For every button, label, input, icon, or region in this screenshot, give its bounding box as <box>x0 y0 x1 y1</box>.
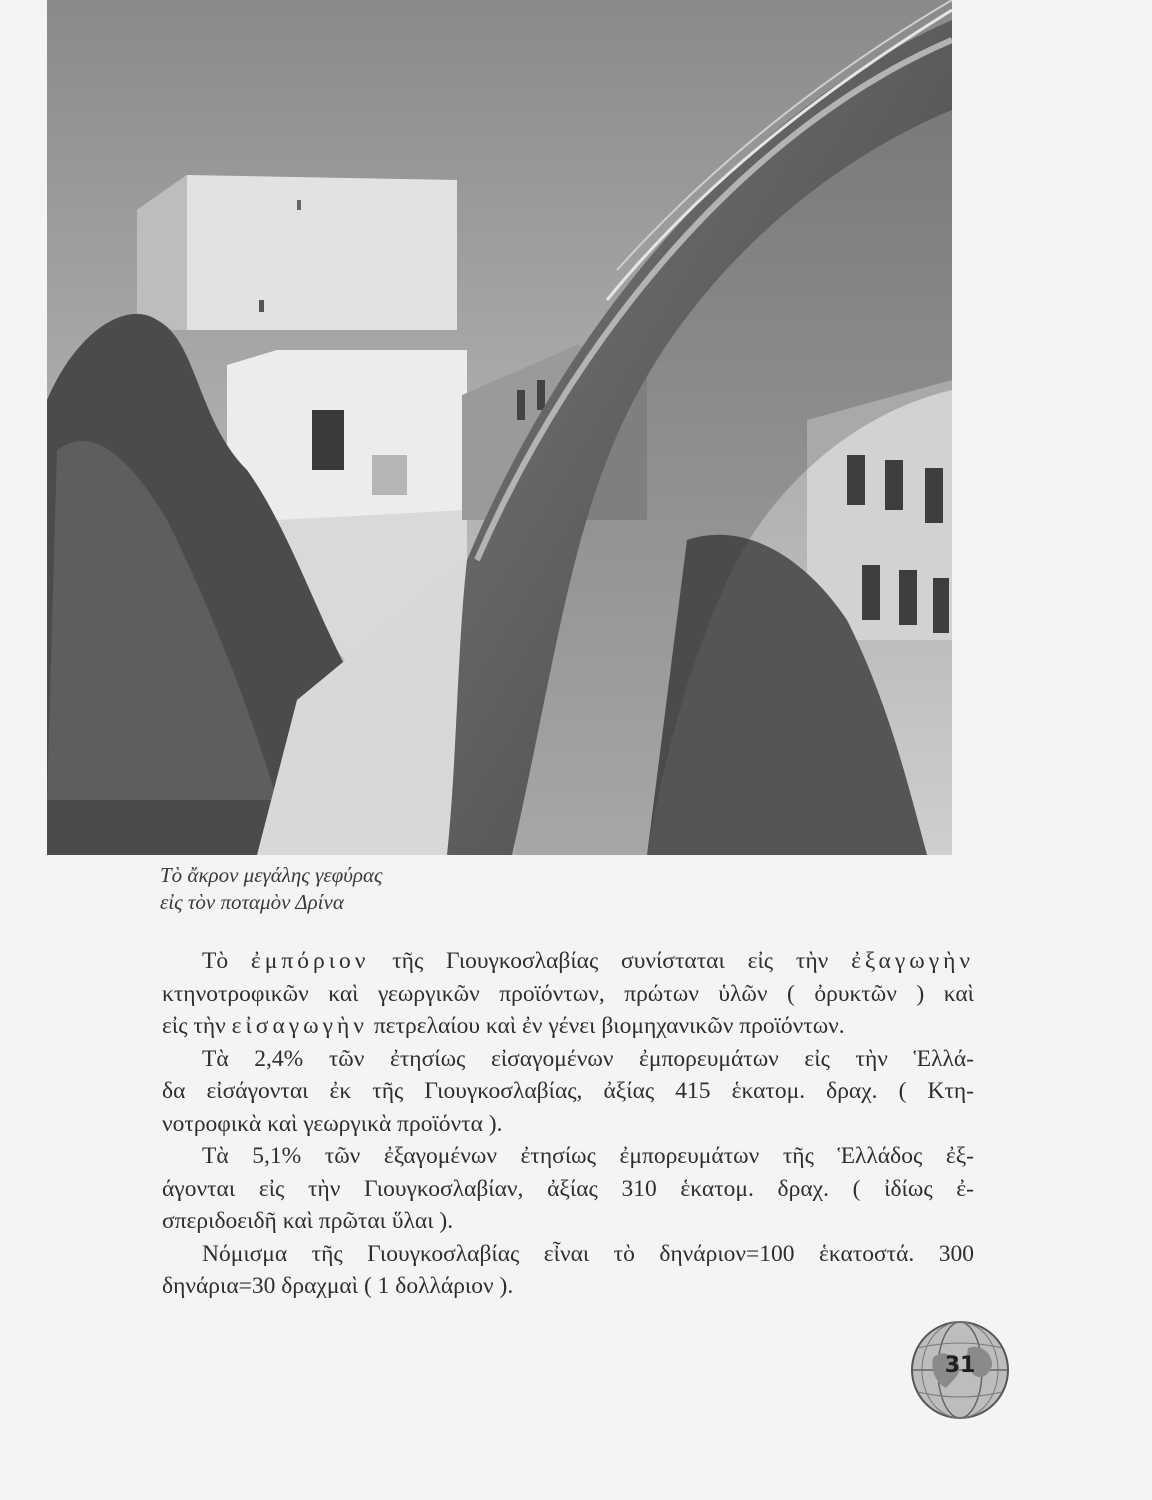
text-line: δα εἰσάγονται ἐκ τῆς Γιουγκοσλαβίας, ἀξίας 415 ἑκατομ. δραχ. ( Κτη- <box>162 1078 974 1104</box>
page-number: 31 <box>944 1353 976 1378</box>
text-line: νοτροφικὰ καὶ γεωργικὰ προϊόντα ). <box>162 1110 503 1137</box>
paragraph-exports <box>162 1140 974 1238</box>
emphasized-word: εἰσαγωγὴν <box>231 1013 368 1039</box>
text-line: κτηνοτροφικῶν καὶ γεωργικῶν προϊόντων, πρώτων ὑλῶν ( ὀρυκτῶν ) καὶ <box>162 980 974 1007</box>
text-line <box>162 1010 974 1043</box>
caption-line: εἰς τὸν ποταμὸν Δρίνα <box>160 890 344 914</box>
photo-caption <box>160 862 580 916</box>
paragraph-currency <box>162 1238 974 1303</box>
text-line: δηνάρια=30 δραχμαὶ ( 1 δολλάριον ). <box>162 1273 514 1299</box>
paragraph-imports <box>162 1043 974 1141</box>
emphasized-word: ἐμπόριον <box>250 948 370 974</box>
text-line: Νόμισμα τῆς Γιουγκοσλαβίας εἶναι τὸ δηνάριον=100 ἑκατοστά. 300 <box>202 1240 974 1267</box>
text-fragment: τῆς Γιουγκοσλαβίας συνίσταται εἰς τὴν <box>392 948 829 974</box>
text-fragment: εἰς τὴν <box>162 1013 226 1039</box>
text-line: σπεριδοειδῆ καὶ πρῶται ὕλαι ). <box>162 1208 454 1234</box>
caption-line: Τὸ ἄκρον μεγάλης γεφύρας <box>160 863 383 887</box>
emphasized-word: ἐξαγωγὴν <box>851 948 974 974</box>
text-line: Τὰ 5,1% τῶν ἐξαγομένων ἐτησίως ἐμπορευμάτων τῆς Ἑλλάδος ἐξ- <box>202 1143 974 1169</box>
text-fragment: πετρελαίου καὶ ἐν γένει βιομηχανικῶν προϊόντων. <box>373 1013 845 1039</box>
text-line: άγονται εἰς τὴν Γιουγκοσλαβίαν, ἀξίας 310 ἑκατομ. δραχ. ( ἰδίως ἐ- <box>162 1175 974 1202</box>
body-text <box>162 945 974 1303</box>
bridge-photograph <box>47 0 952 855</box>
text-line <box>162 945 974 978</box>
text-fragment: Τὸ <box>202 948 229 974</box>
text-line: Τὰ 2,4% τῶν ἐτησίως εἰσαγομένων ἐμπορευμάτων εἰς τὴν Ἑλλά- <box>202 1045 974 1072</box>
paragraph-commerce <box>162 945 974 1043</box>
